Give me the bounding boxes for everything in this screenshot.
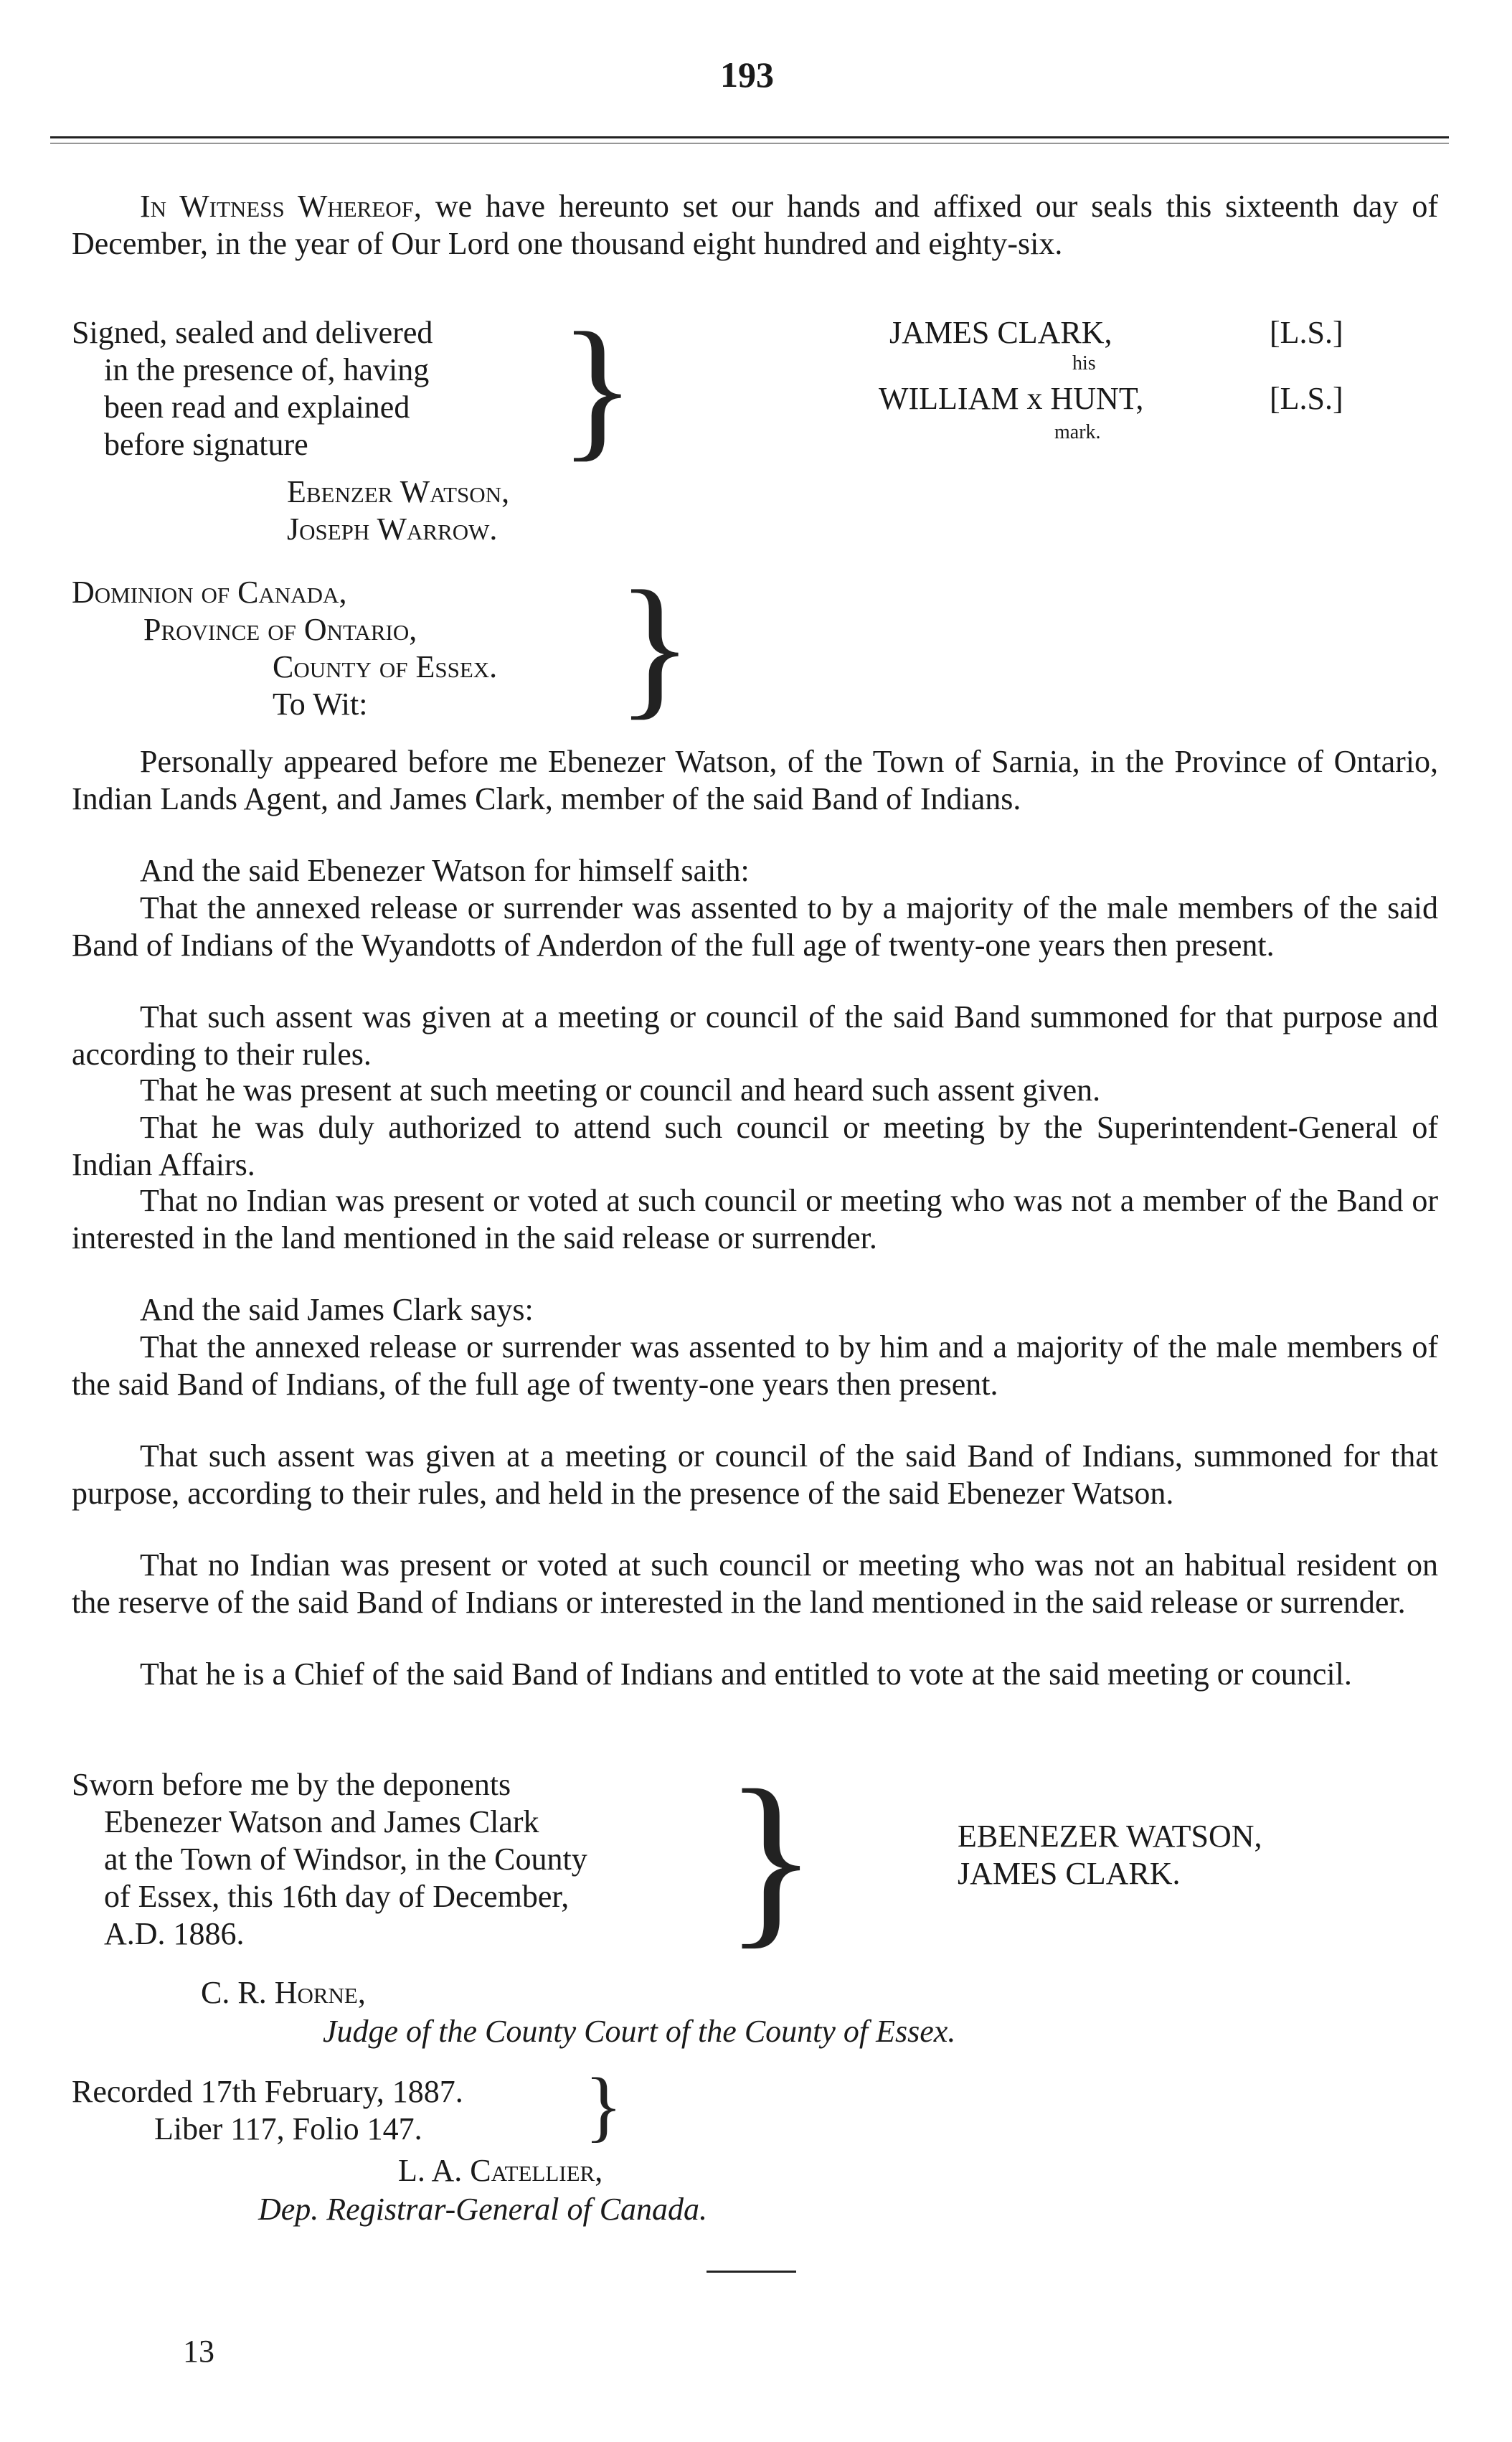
jurisdiction-to-wit: To Wit: [273,687,368,722]
witness-name-1: Ebenzer Watson, [287,474,510,509]
witness-paragraph [72,188,1438,263]
mark-label: mark. [1054,421,1101,443]
paragraph-assent-majority: That the annexed release or surrender was assented to by a majority of the male members of the said Band of Indians of the Wyandotts of Anderdon of the full age of twenty-one years then present. [72,890,1438,963]
judge-title: Judge of the County Court of the County of Essex. [323,2014,956,2049]
record-date: Recorded 17th February, 1887. [72,2074,463,2109]
paragraph-chief: That he is a Chief of the said Band of Indians and entitled to vote at the said meeting or council. [140,1656,1352,1692]
witness-lead: In Witness Whereof, [140,189,422,224]
paragraph-clark-says: And the said James Clark says: [140,1292,534,1327]
paragraph-present-heard: That he was present at such meeting or council and heard such assent given. [140,1072,1101,1108]
paragraph-no-indian-present: That no Indian was present or voted at such council or meeting who was not a member of the Band or interested in the land mentioned in the said release or surrender. [72,1183,1438,1255]
signed-line-2: in the presence of, having [104,352,430,387]
signed-brace: } [559,300,635,475]
signed-line-3: been read and explained [104,390,410,425]
signed-line-4: before signature [104,427,308,462]
paragraph-personally-appeared: Personally appeared before me Ebenezer Watson, of the Town of Sarnia, in the Province of Ontario, Indian Lands Agent, and James Clark, member of the said Band of Indians. [72,744,1438,816]
signature-mark: 13 [183,2334,214,2369]
sworn-brace: } [724,1750,818,1965]
sworn-line-3: at the Town of Windsor, in the County [104,1842,587,1877]
paragraph-assent-meeting: That such assent was given at a meeting or council of the said Band summoned for that purpose and according to their rules. [72,999,1438,1072]
record-brace: } [585,2062,623,2149]
page-number: 193 [720,55,774,95]
paragraph-clark-assent: That the annexed release or surrender was assented to by him and a majority of the male members of the said Band of Indians, of the full age of twenty-one years then present. [72,1329,1438,1402]
sworn-line-4: of Essex, this 16th day of December, [104,1879,570,1914]
registrar-title: Dep. Registrar-General of Canada. [258,2192,708,2227]
judge-name: C. R. Horne, [201,1975,366,2010]
seal-ls-2: [L.S.] [1270,381,1343,416]
paragraph-watson-saith: And the said Ebenezer Watson for himself saith: [140,853,750,888]
sworn-line-2: Ebenezer Watson and James Clark [104,1804,539,1839]
mark-his: his [1072,352,1096,374]
record-liber-folio: Liber 117, Folio 147. [154,2111,422,2146]
jurisdiction-county: County of Essex. [273,649,498,684]
deponent-watson: EBENEZER WATSON, [958,1819,1262,1854]
paragraph-clark-no-indian: That no Indian was present or voted at such council or meeting who was not an habitual resident on the reserve of the said Band of Indians or interested in the land mentioned in the said release or surrender. [72,1547,1438,1620]
jurisdiction-brace: } [617,558,693,733]
witness-text: we have hereunto set our hands and affixed our seals this sixteenth day of December, in the year of Our Lord one thousand eight hundred and eighty-six. [72,189,1438,261]
registrar-name: L. A. Catellier, [398,2153,603,2188]
footer-rule [707,2271,796,2273]
deponent-clark: JAMES CLARK. [958,1856,1181,1891]
header-rule [50,136,1449,138]
jurisdiction-province: Province of Ontario, [143,612,417,647]
signatory-william-hunt: WILLIAM x HUNT, [879,381,1144,416]
signed-line-1: Signed, sealed and delivered [72,315,433,350]
seal-ls-1: [L.S.] [1270,315,1343,350]
signatory-james-clark: JAMES CLARK, [889,315,1112,350]
witness-name-2: Joseph Warrow. [287,512,498,547]
paragraph-authorized: That he was duly authorized to attend such council or meeting by the Superintendent-General of Indian Affairs. [72,1110,1438,1182]
sworn-line-5: A.D. 1886. [104,1916,245,1951]
sworn-line-1: Sworn before me by the deponents [72,1767,511,1802]
jurisdiction-dominion: Dominion of Canada, [72,575,347,610]
paragraph-clark-meeting: That such assent was given at a meeting or council of the said Band of Indians, summoned for that purpose, according to their rules, and held in the presence of the said Ebenezer Watson. [72,1438,1438,1511]
